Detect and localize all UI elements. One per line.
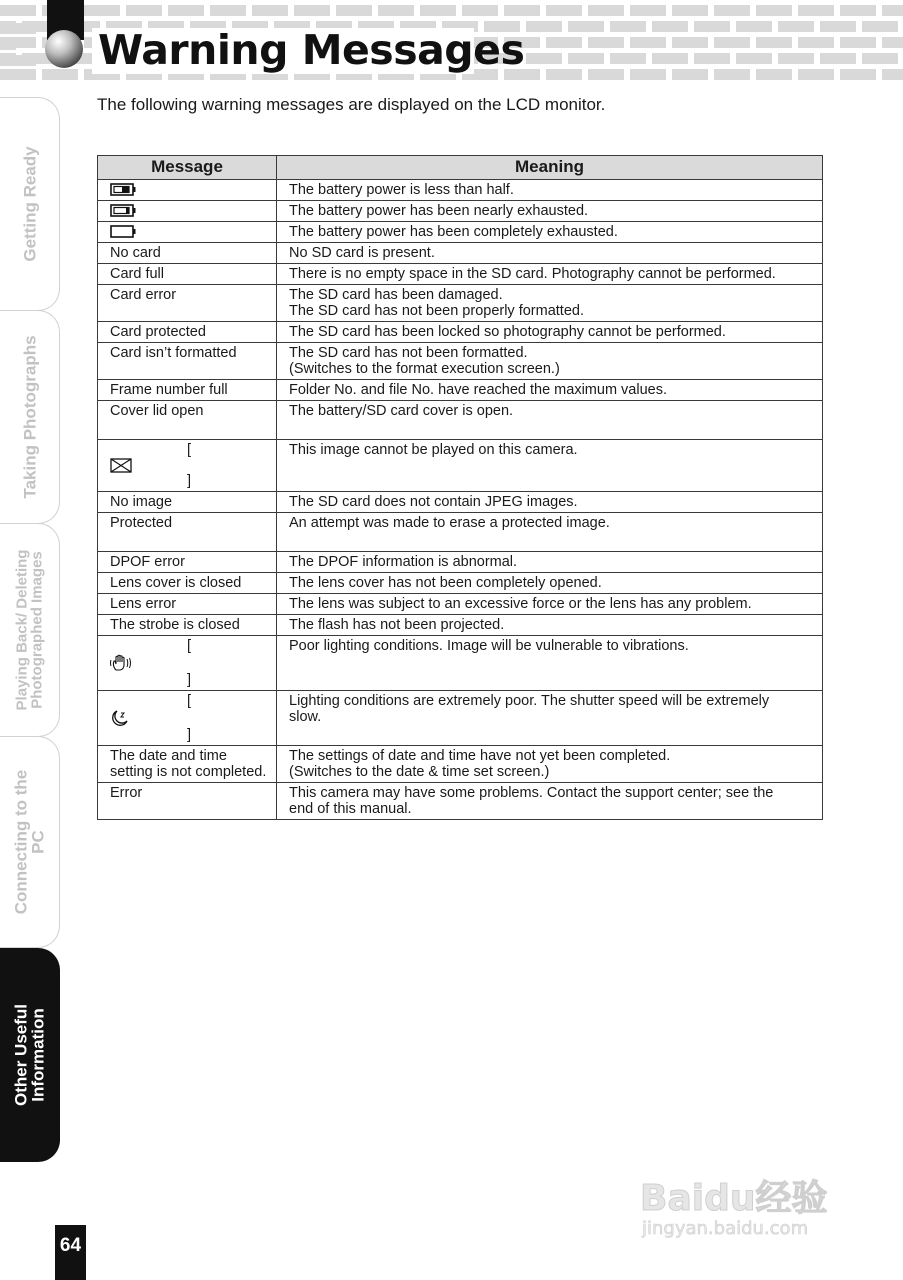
meaning-cell — [277, 343, 823, 380]
watermark-url: jingyan.baidu.com — [642, 1218, 809, 1239]
unsupported-image-icon — [110, 458, 268, 473]
meaning-text: Folder No. and file No. have reached the maximum values. — [289, 382, 667, 398]
table-header-row — [98, 156, 823, 180]
meaning-text: The flash has not been projected. — [289, 617, 505, 633]
message-text: setting is not completed. — [110, 764, 267, 780]
meaning-cell — [277, 380, 823, 401]
meaning-text: The DPOF information is abnormal. — [289, 554, 518, 570]
message-text: Lens cover is closed — [110, 575, 242, 591]
side-tab-label-line: PC — [28, 830, 48, 854]
meaning-cell — [277, 201, 823, 222]
message-cell — [98, 380, 277, 401]
table-row — [98, 440, 823, 492]
meaning-text: The battery power has been completely exhausted. — [289, 224, 618, 240]
table-row — [98, 380, 823, 401]
page-title: Warning Messages — [98, 26, 525, 74]
message-cell — [98, 264, 277, 285]
message-cell — [98, 746, 277, 783]
table-row — [98, 636, 823, 691]
page-number: 64 — [55, 1225, 86, 1280]
table-row — [98, 401, 823, 440]
meaning-text: There is no empty space in the SD card. Photography cannot be performed. — [289, 266, 776, 282]
side-tab-label-line: Taking Photographs — [19, 335, 39, 499]
side-tab-label — [14, 550, 45, 711]
meaning-text: The battery power has been nearly exhausted. — [289, 203, 589, 219]
table-row — [98, 492, 823, 513]
warning-messages-table — [97, 155, 823, 820]
battery-empty-icon — [110, 224, 268, 239]
message-cell — [98, 180, 277, 201]
meaning-cell — [277, 243, 823, 264]
meaning-cell — [277, 222, 823, 243]
side-tab-label-line: Playing Back/ Deleting — [13, 549, 31, 711]
message-text: The strobe is closed — [110, 617, 240, 633]
message-text: DPOF error — [110, 554, 185, 570]
side-tab-label — [21, 146, 38, 261]
message-text: Frame number full — [110, 382, 228, 398]
table-row — [98, 264, 823, 285]
meaning-text: Poor lighting conditions. Image will be vulnerable to vibrations. — [289, 638, 689, 654]
slow-shutter-icon — [110, 709, 268, 727]
message-text: Error — [110, 785, 143, 801]
header-message: Message — [98, 156, 277, 180]
meaning-text: The SD card has not been properly formatted. — [289, 303, 584, 319]
table-row — [98, 222, 823, 243]
battery-low-icon — [110, 203, 268, 218]
message-cell — [98, 201, 277, 222]
side-tab-label — [12, 770, 47, 914]
meaning-text: The SD card has been locked so photography cannot be performed. — [289, 324, 726, 340]
table-row — [98, 513, 823, 552]
message-text: Card error — [110, 287, 177, 303]
side-tab-label-line: Getting Ready — [19, 146, 39, 262]
watermark-logo: Baidu经验 — [640, 1178, 828, 1219]
table-row — [98, 615, 823, 636]
meaning-text: The SD card has not been formatted. — [289, 345, 528, 361]
side-tab-label — [12, 1004, 47, 1106]
meaning-cell — [277, 492, 823, 513]
meaning-cell — [277, 783, 823, 820]
meaning-cell — [277, 180, 823, 201]
table-row — [98, 285, 823, 322]
side-tab-label-line: Photographed Images — [28, 551, 46, 709]
meaning-text: (Switches to the format execution screen.) — [289, 361, 560, 377]
message-cell — [98, 401, 277, 440]
meaning-cell — [277, 746, 823, 783]
meaning-text: This camera may have some problems. Contact the support center; see the — [289, 785, 774, 801]
table-row — [98, 552, 823, 573]
message-cell — [98, 285, 277, 322]
meaning-cell — [277, 691, 823, 746]
header-meaning: Meaning — [277, 156, 823, 180]
side-tab-4[interactable] — [0, 736, 60, 948]
meaning-cell — [277, 440, 823, 492]
message-text: The date and time — [110, 748, 227, 764]
message-cell — [98, 222, 277, 243]
message-cell: [ ] — [98, 636, 277, 691]
meaning-cell — [277, 285, 823, 322]
side-tab-2[interactable] — [0, 310, 60, 524]
table-row — [98, 343, 823, 380]
message-cell — [98, 615, 277, 636]
meaning-text: The SD card has been damaged. — [289, 287, 503, 303]
message-cell — [98, 243, 277, 264]
meaning-cell — [277, 322, 823, 343]
side-tab-label — [21, 335, 38, 498]
meaning-text: The battery/SD card cover is open. — [289, 403, 514, 419]
message-cell — [98, 573, 277, 594]
meaning-cell — [277, 615, 823, 636]
side-tab-3[interactable] — [0, 523, 60, 737]
message-text: No image — [110, 494, 173, 510]
meaning-cell — [277, 594, 823, 615]
message-cell — [98, 343, 277, 380]
table-row — [98, 201, 823, 222]
side-tab-5[interactable] — [0, 948, 60, 1162]
meaning-text: The SD card does not contain JPEG images. — [289, 494, 578, 510]
meaning-text: slow. — [289, 709, 322, 725]
side-tab-label-line: Information — [28, 1008, 48, 1102]
meaning-text: This image cannot be played on this camera. — [289, 442, 578, 458]
meaning-text: Lighting conditions are extremely poor. The shutter speed will be extremely — [289, 693, 770, 709]
message-text: Card isn’t formatted — [110, 345, 237, 361]
table-row — [98, 783, 823, 820]
intro-text: The following warning messages are displayed on the LCD monitor. — [97, 95, 606, 114]
meaning-cell — [277, 401, 823, 440]
table-row — [98, 746, 823, 783]
message-text: Protected — [110, 515, 173, 531]
camera-shake-icon — [110, 654, 268, 672]
table-row — [98, 691, 823, 746]
message-text: Card protected — [110, 324, 206, 340]
meaning-text: (Switches to the date & time set screen.) — [289, 764, 550, 780]
meaning-cell — [277, 552, 823, 573]
meaning-text: The lens cover has not been completely opened. — [289, 575, 602, 591]
message-cell: [ ] — [98, 691, 277, 746]
bullet-sphere-icon — [45, 30, 83, 68]
message-cell — [98, 552, 277, 573]
side-tab-label-line: Connecting to the — [11, 769, 31, 915]
meaning-text: The battery power is less than half. — [289, 182, 514, 198]
meaning-cell — [277, 573, 823, 594]
meaning-text: The lens was subject to an excessive force or the lens has any problem. — [289, 596, 752, 612]
message-cell — [98, 783, 277, 820]
message-cell — [98, 322, 277, 343]
message-text: Cover lid open — [110, 403, 204, 419]
meaning-text: end of this manual. — [289, 801, 412, 817]
table-row — [98, 243, 823, 264]
message-text: Lens error — [110, 596, 177, 612]
meaning-text: An attempt was made to erase a protected image. — [289, 515, 610, 531]
table-row — [98, 573, 823, 594]
meaning-cell — [277, 636, 823, 691]
message-cell — [98, 513, 277, 552]
side-tab-label-line: Other Useful — [11, 1003, 31, 1107]
table-row — [98, 594, 823, 615]
meaning-text: The settings of date and time have not yet been completed. — [289, 748, 671, 764]
message-text: Card full — [110, 266, 164, 282]
battery-half-icon — [110, 182, 268, 197]
message-text: No card — [110, 245, 161, 261]
meaning-cell — [277, 264, 823, 285]
meaning-text: No SD card is present. — [289, 245, 435, 261]
side-tab-1[interactable] — [0, 97, 60, 311]
table-row — [98, 180, 823, 201]
message-cell — [98, 492, 277, 513]
message-cell — [98, 594, 277, 615]
table-row — [98, 322, 823, 343]
message-cell: [ ] — [98, 440, 277, 492]
meaning-cell — [277, 513, 823, 552]
watermark — [640, 1150, 855, 1250]
